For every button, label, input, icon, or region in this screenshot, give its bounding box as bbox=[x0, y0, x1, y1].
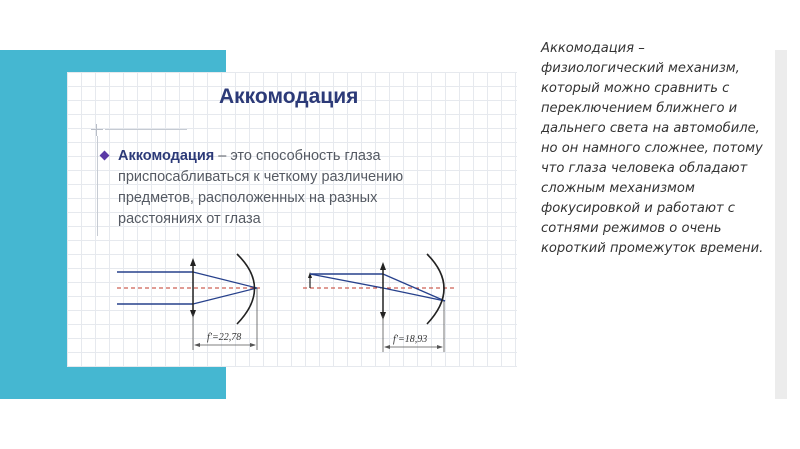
dimension-arrow bbox=[194, 343, 200, 347]
lens-diagram bbox=[67, 72, 517, 367]
slide-image bbox=[67, 72, 517, 367]
left-eye-diagram bbox=[117, 254, 260, 350]
incoming-ray bbox=[310, 274, 383, 288]
right-eye-diagram bbox=[303, 254, 457, 352]
scrollbar[interactable] bbox=[775, 50, 787, 399]
dimension-arrow bbox=[250, 343, 256, 347]
left-focal-label: f′=22,78 bbox=[207, 332, 242, 343]
definition-term: Аккомодация bbox=[118, 148, 215, 164]
dimension-arrow bbox=[437, 345, 443, 349]
object-arrow-head bbox=[308, 272, 312, 278]
lens-arrow-top bbox=[380, 262, 386, 270]
refracted-ray bbox=[383, 288, 445, 301]
dimension-arrow bbox=[384, 345, 390, 349]
description-paragraph: Аккомодация – физиологический механизм, который можно сравнить с переключением ближнего и дальнего света на автомобиле, но он намного сложнее, потому что глаза человека обладают сложным механизмом фокусировкой и работают с сотнями режимов о очень короткий промежуток времени. bbox=[541, 41, 764, 256]
slide-title: Аккомодация bbox=[219, 85, 359, 108]
refracted-ray bbox=[193, 288, 257, 304]
retina-curve bbox=[427, 254, 444, 324]
lens-arrow-top bbox=[190, 258, 196, 266]
refracted-ray bbox=[383, 274, 445, 301]
definition-text: – это способность глаза приспосабливаться к четкому различению предметов, расположенных на разных расстояниях от глаза bbox=[118, 148, 404, 227]
refracted-ray bbox=[193, 272, 257, 288]
right-focal-label: f′=18,93 bbox=[393, 334, 428, 345]
